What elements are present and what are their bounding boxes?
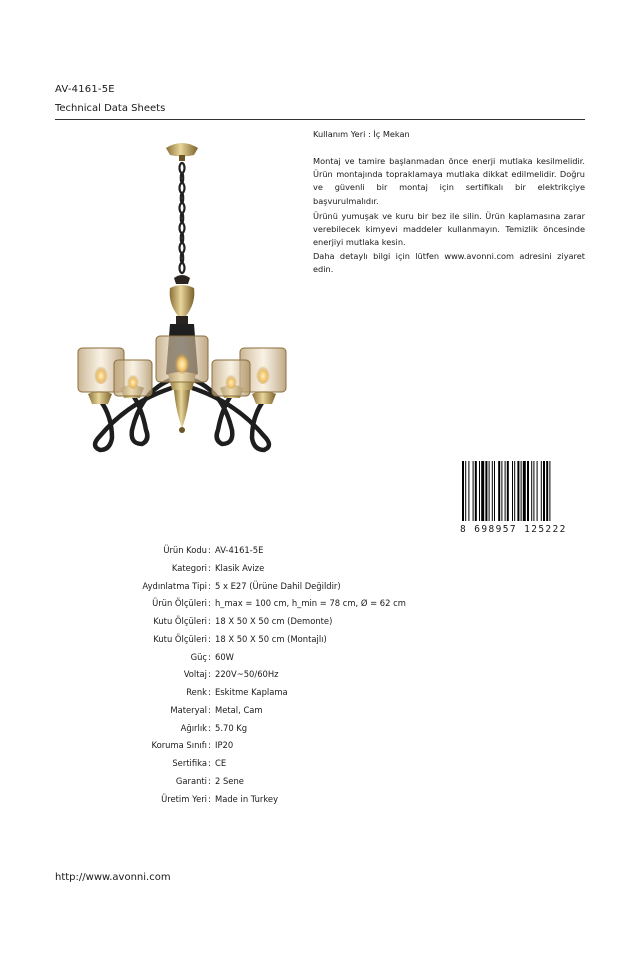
barcode-bar [537,461,538,521]
barcode-bar [479,461,480,521]
barcode-bar [473,461,474,521]
spec-value: Eskitme Kaplama [215,687,288,697]
barcode-bar [462,461,464,521]
spec-value: 60W [215,651,234,662]
document-subtitle: Technical Data Sheets [55,103,166,114]
barcode-digits: 8 698957 125222 [460,524,567,535]
spec-label: Kutu Ölçüleri [153,633,207,644]
barcode-bar [481,461,484,521]
spec-label: Ürün Kodu [163,545,207,555]
spec-label: Voltaj [183,669,207,680]
spec-separator: : [208,775,211,786]
spec-separator: : [208,704,211,715]
spec-label: Koruma Sınıfı [151,740,207,751]
barcode-bar [549,461,550,521]
spec-separator: : [208,722,211,733]
spec-row [0,650,640,664]
spec-label: Güç [190,651,207,662]
spec-label: Aydınlatma Tipi [142,580,207,591]
barcode-bar [514,461,515,521]
spec-label: Ürün Ölçüleri [152,598,207,609]
barcode-bar [501,461,502,521]
safety-paragraph [313,155,585,208]
spec-label: Sertifika [172,758,207,768]
barcode-bar [505,461,506,521]
spec-row [0,756,640,770]
spec-separator: : [208,687,211,697]
usage-location [313,128,585,141]
barcode-bar [498,461,500,521]
spec-row [0,774,640,788]
barcode-bar [543,461,545,521]
header-divider [55,119,585,120]
barcode-bar [521,461,522,521]
spec-value: Made in Turkey [215,793,279,804]
product-code-title: AV-4161-5E [55,84,115,95]
spec-separator: : [208,758,211,768]
footer-website-link[interactable]: http://www.avonni.com [55,872,171,883]
spec-row [0,738,640,752]
spec-separator: : [208,616,211,626]
barcode-bar [468,461,469,521]
cleaning-paragraph [313,210,585,250]
spec-label: Materyal [170,704,207,715]
spec-value: IP20 [215,740,234,751]
barcode-bar [546,461,548,521]
spec-row [0,632,640,646]
spec-separator: : [208,669,211,680]
safety-text: Montaj ve tamire başlanmadan önce enerji mutlaka kesilmelidir. Ürün montajında topraklamaya mutlaka dikkat edilmelidir. Doğru ve güvenli bir montaj için sertifikalı bir elektrikçiye başvurulmalıdır. [313,156,585,206]
barcode-bar [475,461,477,521]
spec-separator: : [208,740,211,751]
spec-value: Klasik Avize [215,562,265,573]
spec-value: 18 X 50 X 50 cm (Montajlı) [215,633,327,644]
spec-separator: : [208,651,211,662]
spec-separator: : [208,545,211,555]
spec-value: 18 X 50 X 50 cm (Demonte) [215,616,333,626]
barcode-bar [512,461,513,521]
spec-label: Kategori [171,562,207,573]
spec-separator: : [208,562,211,573]
spec-separator: : [208,633,211,644]
chandelier-product-image [70,138,295,458]
spec-separator: : [208,598,211,609]
spec-row [0,721,640,735]
barcode-bar [465,461,466,521]
barcode [460,461,586,533]
spec-row [0,792,640,806]
spec-separator: : [208,793,211,804]
barcode-bar [507,461,509,521]
barcode-bar [527,461,529,521]
spec-label: Üretim Yeri [161,793,207,804]
spec-label: Renk [186,687,207,697]
spec-value: AV-4161-5E [215,545,264,555]
spec-row [0,614,640,628]
barcode-bar [523,461,526,521]
barcode-bar [533,461,534,521]
barcode-bar [531,461,532,521]
spec-row [0,579,640,593]
spec-value: 5 x E27 (Ürüne Dahil Değildir) [215,580,341,591]
usage-text: Kullanım Yeri : İç Mekan [313,129,410,139]
barcode-bar [485,461,487,521]
barcode-bars [460,461,586,521]
barcode-bar [492,461,493,521]
spec-label: Ağırlık [180,722,207,733]
barcode-bar [494,461,495,521]
spec-row [0,703,640,717]
barcode-bar [489,461,490,521]
spec-value: 5.70 Kg [215,722,248,733]
spec-row [0,543,640,557]
spec-separator: : [208,580,211,591]
spec-value: CE [215,758,227,768]
spec-row [0,596,640,610]
cleaning-text: Ürünü yumuşak ve kuru bir bez ile silin. Ürün kaplamasına zarar verebilecek kimyevi maddeler kullanmayın. Temizlik öncesinde enerjiyi mutlaka kesin. [313,211,585,248]
spec-value: h_max = 100 cm, h_min = 78 cm, Ø = 62 cm [215,598,406,609]
spec-value: 2 Sene [215,775,244,786]
more-info-text: Daha detaylı bilgi için lütfen www.avonni.com adresini ziyaret edin. [313,251,585,275]
spec-row [0,667,640,681]
spec-label: Kutu Ölçüleri [153,616,207,626]
spec-value: 220V~50/60Hz [215,669,279,680]
spec-value: Metal, Cam [215,704,263,715]
barcode-bar [517,461,519,521]
spec-label: Garanti [175,775,207,786]
spec-row [0,685,640,699]
spec-row [0,561,640,575]
barcode-bar [541,461,542,521]
more-info-paragraph [313,250,585,276]
